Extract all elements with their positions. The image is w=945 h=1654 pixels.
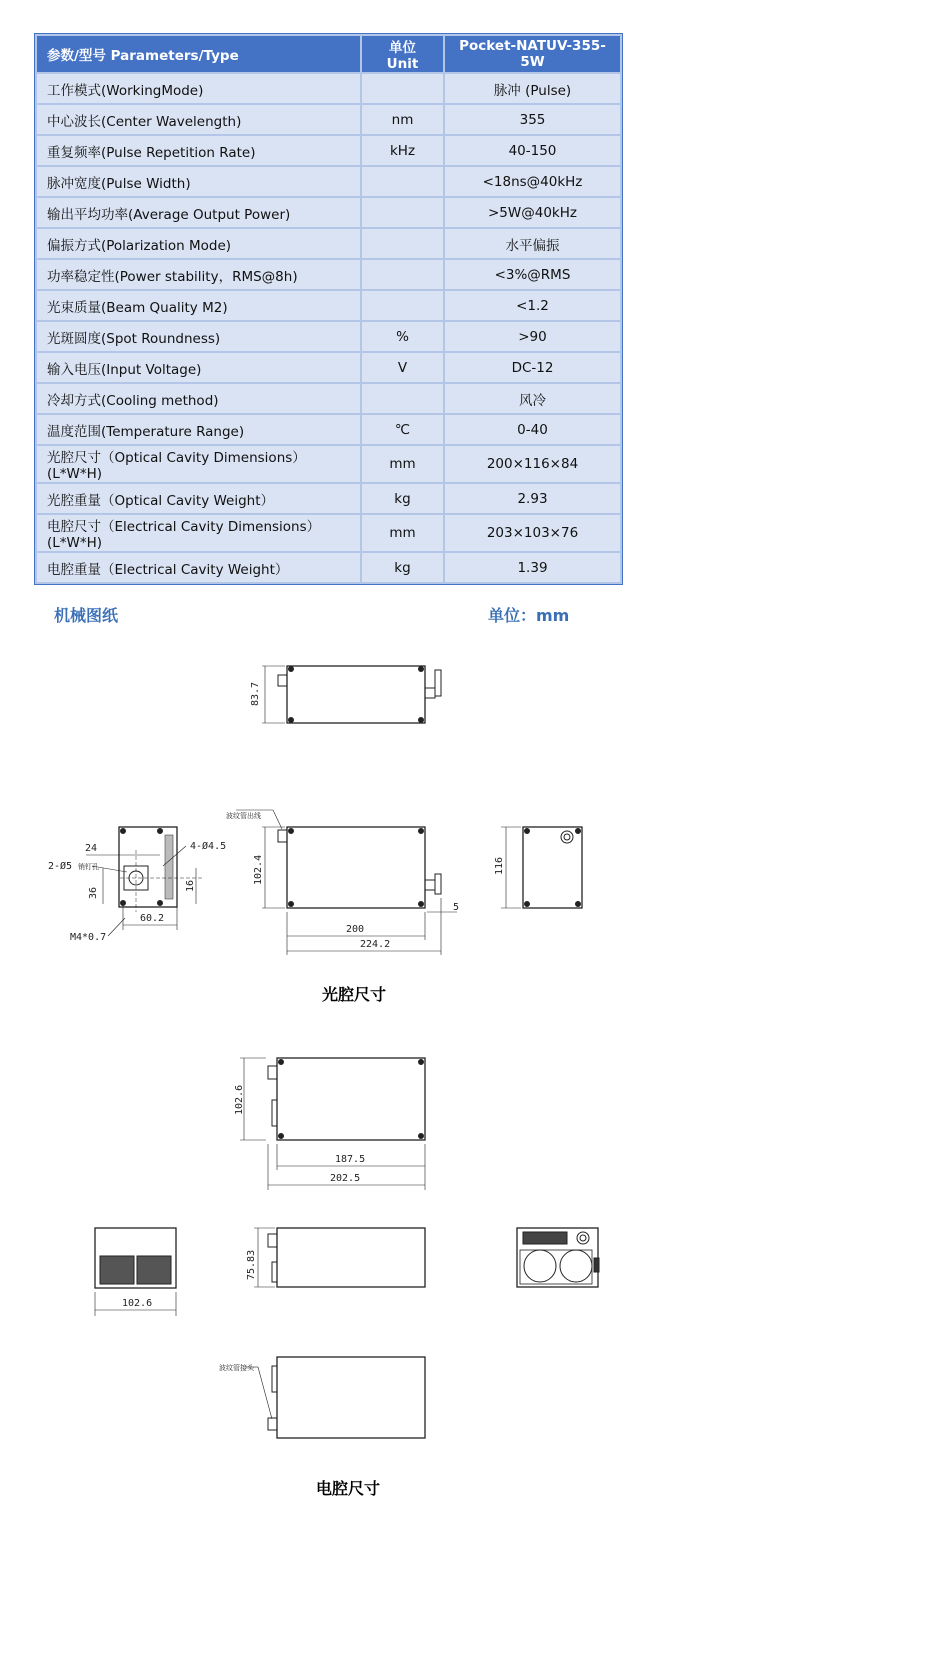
dim-len-body: 200 xyxy=(346,924,365,935)
unit-cell: V xyxy=(361,352,444,383)
connector-note-electrical: 波纹管接头 xyxy=(219,1364,254,1372)
electrical-bottom-view xyxy=(219,1357,425,1438)
unit-cell: mm xyxy=(361,514,444,552)
dim-holes2: 2-Ø5 xyxy=(48,861,73,872)
param-cell: 光腔重量（Optical Cavity Weight） xyxy=(36,483,361,514)
param-cell: 电腔尺寸（Electrical Cavity Dimensions）(L*W*H) xyxy=(36,514,361,552)
unit-cell: mm xyxy=(361,445,444,483)
param-cell: 光束质量(Beam Quality M2) xyxy=(36,290,361,321)
dim-width-end-e: 102.6 xyxy=(122,1298,153,1309)
value-cell: 1.39 xyxy=(444,552,621,583)
optical-end-view xyxy=(494,827,582,908)
dim-height-top-e: 102.6 xyxy=(234,1084,245,1115)
dim-height-side-e: 75.83 xyxy=(246,1249,257,1280)
param-cell: 偏振方式(Polarization Mode) xyxy=(36,228,361,259)
unit-cell: kHz xyxy=(361,135,444,166)
unit-cell: kg xyxy=(361,552,444,583)
header-unit: 单位 Unit xyxy=(361,35,444,73)
value-cell: 203×103×76 xyxy=(444,514,621,552)
header-parameters: 参数/型号 Parameters/Type xyxy=(36,35,361,73)
param-cell: 温度范围(Temperature Range) xyxy=(36,414,361,445)
value-cell: 风冷 xyxy=(444,383,621,414)
value-cell: <1.2 xyxy=(444,290,621,321)
param-cell: 重复频率(Pulse Repetition Rate) xyxy=(36,135,361,166)
dim-height-top: 83.7 xyxy=(250,681,261,706)
optical-cavity-caption: 光腔尺寸 xyxy=(322,985,387,1004)
param-cell: 输出平均功率(Average Output Power) xyxy=(36,197,361,228)
dim-len-total-e: 202.5 xyxy=(330,1173,361,1184)
value-cell: 0-40 xyxy=(444,414,621,445)
dim-thread: M4*0.7 xyxy=(70,932,107,943)
value-cell: <18ns@40kHz xyxy=(444,166,621,197)
dim-front-width: 60.2 xyxy=(140,913,165,924)
param-cell: 输入电压(Input Voltage) xyxy=(36,352,361,383)
param-cell: 脉冲宽度(Pulse Width) xyxy=(36,166,361,197)
param-cell: 光腔尺寸（Optical Cavity Dimensions）(L*W*H) xyxy=(36,445,361,483)
value-cell: DC-12 xyxy=(444,352,621,383)
optical-top-view xyxy=(250,666,441,723)
header-model: Pocket-NATUV-355-5W xyxy=(444,35,621,73)
unit-cell: nm xyxy=(361,104,444,135)
electrical-end-view xyxy=(517,1228,599,1287)
unit-label: 单位：mm xyxy=(488,606,570,625)
drawing-section-title: 机械图纸 xyxy=(54,606,119,625)
value-cell: 水平偏振 xyxy=(444,228,621,259)
value-cell: >90 xyxy=(444,321,621,352)
param-cell: 冷却方式(Cooling method) xyxy=(36,383,361,414)
dim-len-body-e: 187.5 xyxy=(335,1154,366,1165)
unit-cell: % xyxy=(361,321,444,352)
electrical-side-view xyxy=(246,1228,425,1287)
electrical-front-view xyxy=(95,1228,176,1316)
dim-d16: 16 xyxy=(185,879,196,892)
param-cell: 电腔重量（Electrical Cavity Weight） xyxy=(36,552,361,583)
value-cell: 2.93 xyxy=(444,483,621,514)
optical-side-view xyxy=(226,810,459,955)
param-cell: 中心波长(Center Wavelength) xyxy=(36,104,361,135)
value-cell: 脉冲 (Pulse) xyxy=(444,73,621,104)
param-cell: 功率稳定性(Power stability，RMS@8h) xyxy=(36,259,361,290)
value-cell: <3%@RMS xyxy=(444,259,621,290)
dim-d24: 24 xyxy=(85,843,98,854)
unit-cell: kg xyxy=(361,483,444,514)
value-cell: 40-150 xyxy=(444,135,621,166)
value-cell: 200×116×84 xyxy=(444,445,621,483)
unit-cell: ℃ xyxy=(361,414,444,445)
value-cell: 355 xyxy=(444,104,621,135)
param-cell: 工作模式(WorkingMode) xyxy=(36,73,361,104)
value-cell: >5W@40kHz xyxy=(444,197,621,228)
dim-offset: 5 xyxy=(453,902,460,913)
dim-d36: 36 xyxy=(88,886,99,899)
dim-holes4: 4-Ø4.5 xyxy=(190,841,227,852)
connector-note-optical: 波纹管出线 xyxy=(226,812,261,820)
electrical-top-view xyxy=(234,1058,425,1190)
dim-width-end: 116 xyxy=(494,856,505,875)
dim-len-total: 224.2 xyxy=(360,939,391,950)
optical-front-view xyxy=(48,827,226,943)
dim-height-side: 102.4 xyxy=(253,854,264,885)
param-cell: 光斑圆度(Spot Roundness) xyxy=(36,321,361,352)
dim-holes2-note: 销钉孔 xyxy=(78,863,99,871)
electrical-cavity-caption: 电腔尺寸 xyxy=(316,1479,381,1498)
